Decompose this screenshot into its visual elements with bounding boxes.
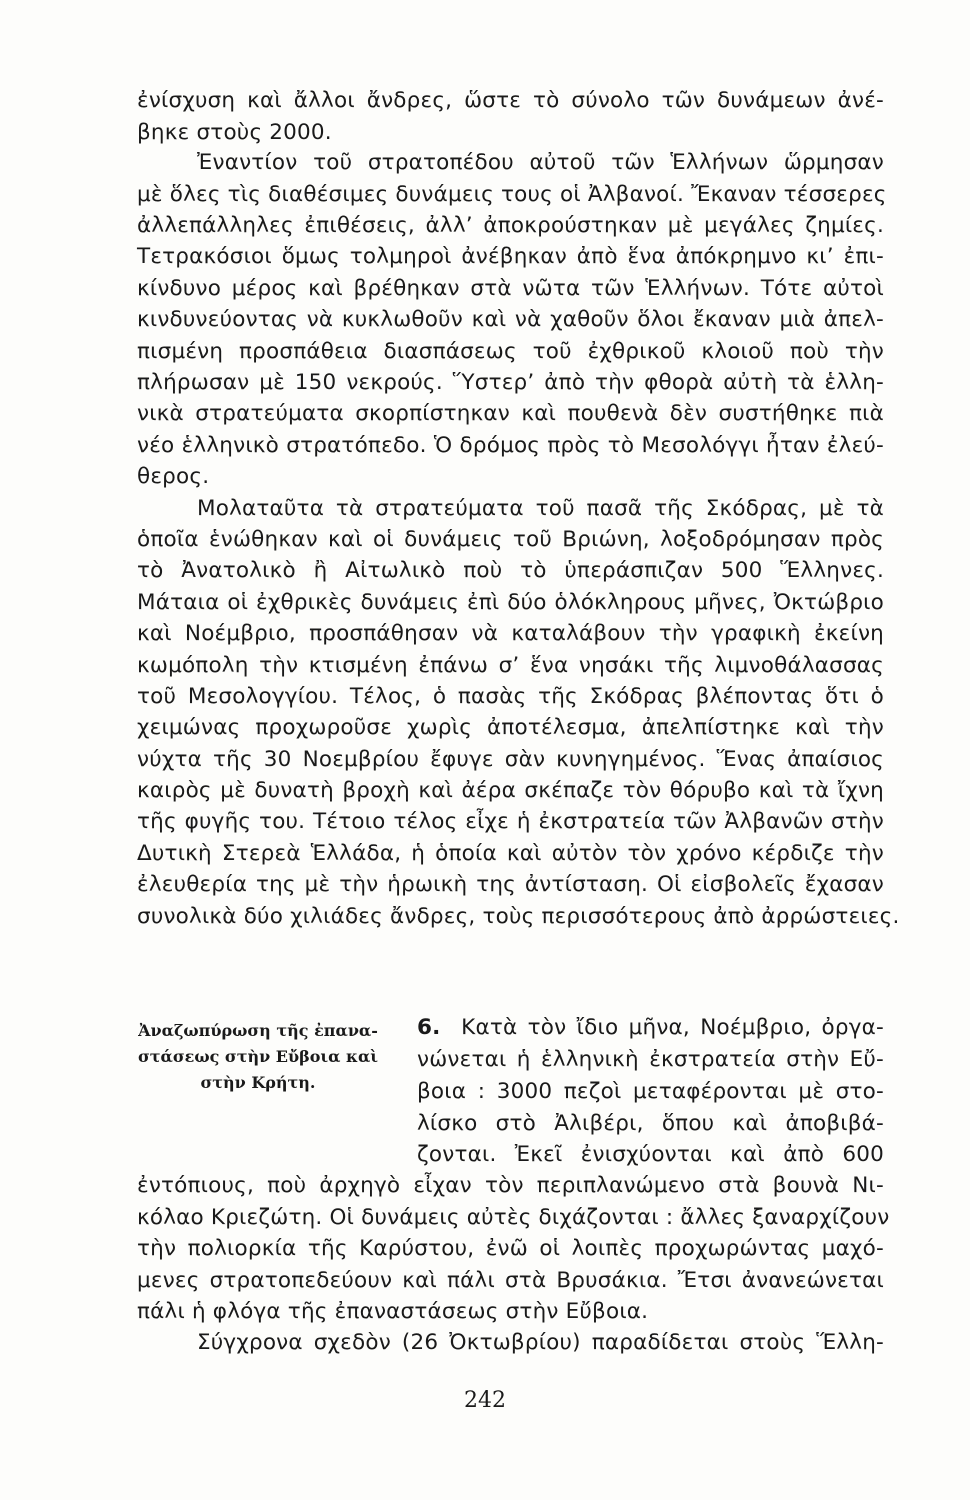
text-line: κωμόπολη τὴν κτισμένη ἐπάνω σ’ ἕνα νησάκι τῆς λιμνοθάλασσας — [137, 653, 884, 678]
section-number: 6. — [417, 1015, 441, 1040]
text-line: Μάταια οἱ ἐχθρικὲς δυνάμεις ἐπὶ δύο ὁλόκληρους μῆνες, Ὀκτώβριο — [137, 590, 884, 615]
text-line: μενες στρατοπεδεύουν καὶ πάλι στὰ Βρυσάκια. Ἔτσι ἀνανεώνεται — [137, 1268, 884, 1293]
text-line: τοῦ Μεσολογγίου. Τέλος, ὁ πασὰς τῆς Σκόδρας βλέποντας ὅτι ὁ — [137, 684, 884, 709]
text-line: Τετρακόσιοι ὅμως τολμηροὶ ἀνέβηκαν ἀπὸ ἕνα ἀπόκρημνο κι’ ἐπι- — [137, 244, 884, 269]
text-line: νέο ἑλληνικὸ στρατόπεδο. Ὁ δρόμος πρὸς τὸ Μεσολόγγι ἦταν ἐλεύ- — [137, 433, 884, 458]
text-line: Σύγχρονα σχεδὸν (26 Ὀκτωβρίου) παραδίδεται στοὺς Ἕλλη- — [197, 1330, 884, 1355]
page-number: 242 — [464, 1388, 506, 1413]
text-line: Μολαταῦτα τὰ στρατεύματα τοῦ πασᾶ τῆς Σκόδρας, μὲ τὰ — [197, 496, 884, 521]
marginal-note-line: στάσεως στὴν Εὔβοια καὶ — [137, 1047, 379, 1066]
text-line: λίσκο στὸ Ἀλιβέρι, ὅπου καὶ ἀποβιβά- — [417, 1111, 884, 1136]
section-first-line-text: Κατὰ τὸν ἴδιο μῆνα, Νοέμβριο, ὀργα- — [461, 1015, 884, 1040]
text-line: καιρὸς μὲ δυνατὴ βροχὴ καὶ ἀέρα σκέπαζε τὸν θόρυβο καὶ τὰ ἴχνη — [137, 778, 884, 803]
text-line: ἐνίσχυση καὶ ἄλλοι ἄνδρες, ὥστε τὸ σύνολο τῶν δυνάμεων ἀνέ- — [137, 88, 884, 113]
text-line: θερος. — [137, 464, 210, 489]
text-line: τὸ Ἀνατολικὸ ἢ Αἰτωλικὸ ποὺ τὸ ὑπεράσπιζαν 500 Ἕλληνες. — [137, 558, 884, 583]
text-line: νύχτα τῆς 30 Νοεμβρίου ἔφυγε σὰν κυνηγημένος. Ἕνας ἀπαίσιος — [137, 747, 884, 772]
text-line: πάλι ἡ φλόγα τῆς ἐπαναστάσεως στὴν Εὔβοια. — [137, 1299, 649, 1324]
text-line: χειμώνας προχωροῦσε χωρὶς ἀποτέλεσμα, ἀπελπίστηκε καὶ τὴν — [137, 715, 884, 740]
text-line: βηκε στοὺς 2000. — [137, 120, 332, 145]
text-line: Δυτικὴ Στερεὰ Ἑλλάδα, ἡ ὁποία καὶ αὐτὸν τὸν χρόνο κέρδιζε τὴν — [137, 841, 884, 866]
marginal-note — [118, 1018, 398, 1096]
text-line: νικὰ στρατεύματα σκορπίστηκαν καὶ πουθενὰ δὲν συστήθηκε πιὰ — [137, 401, 884, 426]
text-line: ἐντόπιους, ποὺ ἀρχηγὸ εἶχαν τὸν περιπλανώμενο στὰ βουνὰ Νι- — [137, 1173, 884, 1198]
text-line: μὲ ὅλες τὶς διαθέσιμες δυνάμεις τους οἱ Ἀλβανοί. Ἔκαναν τέσσερες — [137, 182, 887, 207]
text-line: συνολικὰ δύο χιλιάδες ἄνδρες, τοὺς περισσότερους ἀπὸ ἀρρώστειες. — [137, 904, 900, 929]
text-line: κίνδυνο μέρος καὶ βρέθηκαν στὰ νῶτα τῶν Ἑλλήνων. Τότε αὐτοὶ — [137, 276, 884, 301]
text-line: πλήρωσαν μὲ 150 νεκρούς. Ὕστερ’ ἀπὸ τὴν φθορὰ αὐτὴ τὰ ἑλλη- — [137, 370, 884, 395]
marginal-note-line: στὴν Κρήτη. — [200, 1073, 316, 1092]
section-first-line — [417, 1013, 884, 1043]
text-line: τῆς φυγῆς του. Τέτοιο τέλος εἶχε ἡ ἐκστρατεία τῶν Ἀλβανῶν στὴν — [137, 809, 884, 834]
marginal-note-line: Ἀναζωπύρωση τῆς ἐπανα- — [138, 1021, 378, 1040]
text-line: κινδυνεύοντας νὰ κυκλωθοῦν καὶ νὰ χαθοῦν ὅλοι ἔκαναν μιὰ ἀπελ- — [137, 307, 884, 332]
text-line: ζονται. Ἐκεῖ ἐνισχύονται καὶ ἀπὸ 600 — [417, 1142, 884, 1167]
text-line: Ἐναντίον τοῦ στρατοπέδου αὐτοῦ τῶν Ἑλλήνων ὥρμησαν — [197, 150, 884, 175]
text-line: κόλαο Κριεζώτη. Οἱ δυνάμεις αὐτὲς διχάζονται : ἄλλες ξαναρχίζουν — [137, 1205, 890, 1230]
text-line: ἀλλεπάλληλες ἐπιθέσεις, ἀλλ’ ἀποκρούστηκαν μὲ μεγάλες ζημίες. — [137, 213, 884, 238]
text-line: τὴν πολιορκία τῆς Καρύστου, ἐνῶ οἱ λοιπὲς προχωρώντας μαχό- — [137, 1236, 884, 1261]
text-line: νώνεται ἡ ἑλληνικὴ ἐκστρατεία στὴν Εὔ- — [417, 1047, 884, 1072]
text-line: ἐλευθερία της μὲ τὴν ἡρωικὴ της ἀντίσταση. Οἱ εἰσβολεῖς ἔχασαν — [137, 872, 884, 897]
text-line: ὁποῖα ἑνώθηκαν καὶ οἱ δυνάμεις τοῦ Βριώνη, λοξοδρόμησαν πρὸς — [137, 527, 884, 552]
text-line: βοια : 3000 πεζοὶ μεταφέρονται μὲ στο- — [417, 1079, 884, 1104]
text-line: καὶ Νοέμβριο, προσπάθησαν νὰ καταλάβουν τὴν γραφικὴ ἐκείνη — [137, 621, 884, 646]
text-line: πισμένη προσπάθεια διασπάσεως τοῦ ἐχθρικοῦ κλοιοῦ ποὺ τὴν — [137, 339, 884, 364]
